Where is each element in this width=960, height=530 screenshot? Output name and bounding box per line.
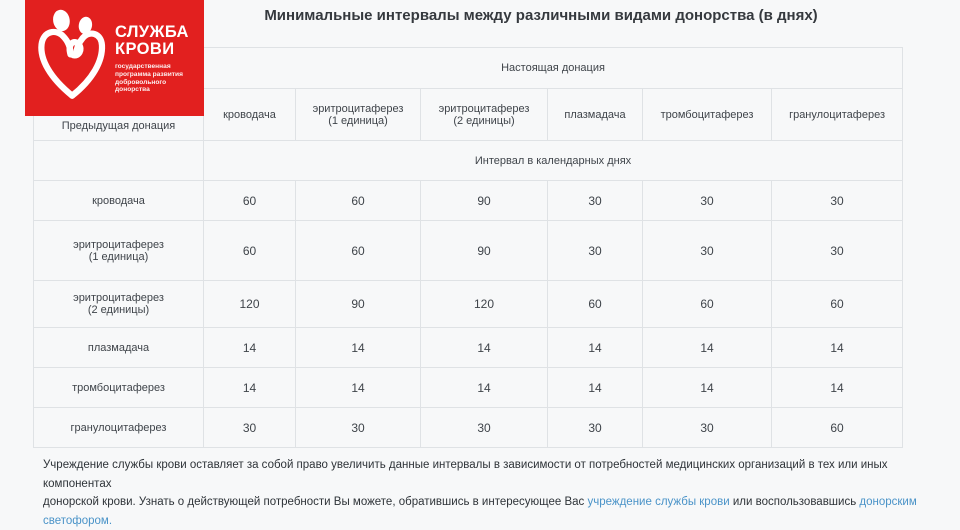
interval-cell: 60	[548, 281, 643, 328]
interval-cell: 120	[421, 281, 548, 328]
logo-subtitle-line2: программа развития	[115, 70, 183, 78]
interval-cell: 14	[772, 328, 903, 368]
interval-cell: 60	[296, 221, 421, 281]
column-header-eritrocitaferez-2: эритроцитаферез (2 единицы)	[421, 89, 548, 141]
group-header-cell: Настоящая донация	[204, 48, 903, 89]
blood-service-institution-link[interactable]: учреждение службы крови	[587, 496, 730, 508]
interval-cell: 14	[421, 368, 548, 408]
interval-cell: 30	[643, 221, 772, 281]
row-label: эритроцитаферез (2 единицы)	[34, 281, 204, 328]
row-label: плазмадача	[34, 328, 204, 368]
heart-people-blood-drop-icon	[33, 8, 113, 104]
interval-cell: 14	[296, 328, 421, 368]
interval-cell: 60	[643, 281, 772, 328]
interval-cell: 60	[204, 181, 296, 221]
row-label: кроводача	[34, 181, 204, 221]
interval-cell: 60	[204, 221, 296, 281]
table-row	[34, 281, 903, 328]
footer-note	[43, 456, 943, 530]
interval-cell: 14	[421, 328, 548, 368]
column-header-trombocitaferez: тромбоцитаферез	[643, 89, 772, 141]
interval-cell: 14	[548, 328, 643, 368]
intervals-table	[33, 23, 903, 448]
corner-header-label: Предыдущая донация	[61, 120, 176, 132]
footer-line2-text: донорской крови. Узнать о действующей потребности Вы можете, обратившись в интересующее Вас	[43, 496, 588, 508]
empty-cell	[34, 141, 204, 181]
logo-brand-line2: КРОВИ	[115, 39, 175, 58]
interval-cell: 90	[296, 281, 421, 328]
logo-text	[115, 24, 198, 94]
footer-line1: Учреждение службы крови оставляет за собой право увеличить данные интервалы в зависимости от потребностей медицинских организаций в тех или иных компонентах	[43, 459, 888, 490]
interval-cell: 120	[204, 281, 296, 328]
interval-cell: 30	[643, 408, 772, 448]
corner-header-cell	[34, 23, 204, 141]
interval-cell: 14	[296, 368, 421, 408]
interval-cell: 30	[204, 408, 296, 448]
interval-cell: 60	[296, 181, 421, 221]
column-header-eritrocitaferez-1: эритроцитаферез (1 единица)	[296, 89, 421, 141]
interval-cell: 30	[548, 221, 643, 281]
interval-cell: 30	[772, 181, 903, 221]
interval-cell: 30	[643, 181, 772, 221]
interval-cell: 30	[772, 221, 903, 281]
column-header-plazmadacha: плазмадача	[548, 89, 643, 141]
interval-cell: 14	[772, 368, 903, 408]
interval-cell: 60	[772, 408, 903, 448]
table-row	[34, 221, 903, 281]
interval-cell: 30	[296, 408, 421, 448]
interval-cell: 14	[643, 368, 772, 408]
table-row	[34, 408, 903, 448]
logo-subtitle-line3: добровольного донорства	[115, 78, 167, 94]
row-label: тромбоцитаферез	[34, 368, 204, 408]
blood-service-logo[interactable]	[25, 0, 204, 116]
interval-cell: 14	[643, 328, 772, 368]
logo-subtitle-line1: государственная	[115, 63, 171, 70]
interval-cell: 90	[421, 221, 548, 281]
column-header-granulocitaferez: гранулоцитаферез	[772, 89, 903, 141]
footer-line2-mid-text: или воспользовавшись	[729, 496, 860, 508]
interval-cell: 90	[421, 181, 548, 221]
interval-cell: 14	[204, 368, 296, 408]
table-row	[34, 368, 903, 408]
row-label: эритроцитаферез (1 единица)	[34, 221, 204, 281]
page-title: Минимальные интервалы между различными видами донорства (в днях)	[264, 7, 818, 24]
column-header-krovodacha: кроводача	[204, 89, 296, 141]
interval-cell: 14	[548, 368, 643, 408]
interval-cell: 14	[204, 328, 296, 368]
interval-cell: 30	[421, 408, 548, 448]
interval-cell: 30	[548, 408, 643, 448]
logo-brand-line1: СЛУЖБА	[115, 23, 189, 41]
footer-line2	[43, 493, 943, 530]
row-label: гранулоцитаферез	[34, 408, 204, 448]
donation-intervals-table-wrap	[33, 23, 902, 448]
table-row	[34, 181, 903, 221]
interval-header-cell: Интервал в календарных днях	[204, 141, 903, 181]
interval-cell: 60	[772, 281, 903, 328]
donor-traffic-light-link[interactable]: донорским светофором.	[43, 496, 917, 527]
interval-cell: 30	[548, 181, 643, 221]
table-row	[34, 328, 903, 368]
